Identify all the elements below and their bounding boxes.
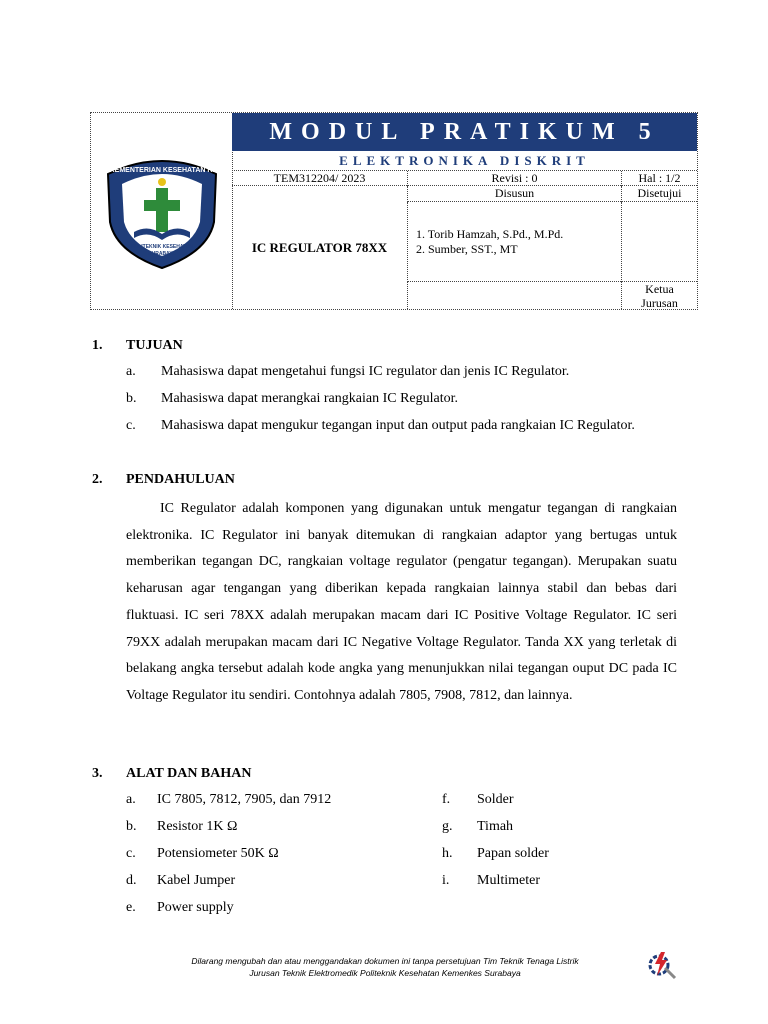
approval-signature-area [621,202,697,282]
item-text: Mahasiswa dapat mengukur tegangan input dan output pada rangkaian IC Regulator. [161,418,635,433]
item-letter: a. [126,792,136,807]
list-item [408,846,688,873]
item-text: Solder [477,792,514,807]
list-item [92,364,692,391]
item-letter: c. [126,418,136,433]
item-text: Timah [477,819,514,834]
item-letter: b. [126,819,137,834]
module-subtitle: ELEKTRONIKA DISKRIT [232,151,697,171]
logo-top-text: KEMENTERIAN KESEHATAN RI [109,167,214,174]
item-letter: i. [442,873,450,888]
list-item [92,846,412,873]
item-text: Potensiometer 50K Ω [157,846,279,861]
page-number: Hal : 1/2 [621,171,697,186]
item-letter: f. [442,792,451,807]
section-alat-bahan [92,766,692,932]
item-letter: g. [442,819,453,834]
section-number: 3. [92,766,103,781]
logo-bottom-text-2: SURABAYA [147,251,176,257]
section-number: 1. [92,338,103,353]
item-text: Kabel Jumper [157,873,236,888]
approver-line-2: Jurusan [641,295,678,310]
footer-disclaimer [150,955,620,979]
item-letter: a. [126,364,136,379]
item-text: Power supply [157,900,234,915]
equipment-list [92,792,692,932]
section-title: TUJUAN [126,338,183,353]
author-2: 2. Sumber, SST., MT [416,241,518,256]
author-1: 1. Torib Hamzah, S.Pd., M.Pd. [416,226,564,241]
footer-line-1: Dilarang mengubah dan atau menggandakan dokumen ini tanpa persetujuan Tim Teknik Tenaga Listrik [191,956,579,966]
footer-line-2: Jurusan Teknik Elektromedik Politeknik Kesehatan Kemenkes Surabaya [249,968,521,978]
item-text: Mahasiswa dapat merangkai rangkaian IC Regulator. [161,391,459,406]
revision-number: Revisi : 0 [407,171,621,186]
list-item [92,418,692,445]
item-letter: c. [126,846,136,861]
section-heading [92,338,692,358]
ministry-logo [100,152,224,270]
document-header [90,112,698,310]
item-letter: h. [442,846,453,861]
section-tujuan [92,338,692,445]
item-text: Resistor 1K Ω [157,819,238,834]
document-code: TEM312204/ 2023 [232,171,407,186]
approved-label: Disetujui [621,186,697,202]
section-heading [92,766,692,786]
module-title: MODUL PRATIKUM 5 [232,113,697,151]
list-item [92,819,412,846]
item-letter: e. [126,900,136,915]
section-title: ALAT DAN BAHAN [126,766,252,781]
list-item [92,900,412,927]
section-pendahuluan [92,472,692,710]
approver-role [621,282,697,309]
intro-paragraph: IC Regulator adalah komponen yang digunakan untuk mengatur tegangan di rangkaian elektronika. IC Regulator ini banyak ditemukan di rangkaian adaptor yang bertugas untuk memberikan tegangan DC, rangkaian voltage regulator (pengatur tegangan). Merupakan suatu keharusan agar tengangan yang diberikan kepada rangkaian lainnya stabil dan bebas dari fluktuasi. IC seri 78XX adalah merupakan macam dari IC Positive Voltage Regulator. IC seri 79XX adalah merupakan macam dari IC Negative Voltage Regulator. Tanda XX yang terletak di belakang angka tersebut adalah kode angka yang menunjukkan nilai tegangan ouput DC pada IC Voltage Regulator itu sendiri. Contohnya adalah 7805, 7908, 7812, dan lainnya. [126,501,677,703]
section-heading [92,472,692,492]
list-item [408,819,688,846]
item-text: Mahasiswa dapat mengetahui fungsi IC regulator dan jenis IC Regulator. [161,364,570,379]
list-item [92,391,692,418]
list-item [408,792,688,819]
prepared-signature-area [407,282,621,309]
logo-cell [91,113,233,309]
department-logo-icon [645,948,677,980]
section-title: PENDAHULUAN [126,472,235,487]
item-letter: d. [126,873,137,888]
item-text: Multimeter [477,873,540,888]
section-number: 2. [92,472,103,487]
authors-list [407,202,621,282]
item-text: IC 7805, 7812, 7905, dan 7912 [157,792,332,807]
list-item [408,873,688,900]
item-letter: b. [126,391,137,406]
logo-bottom-text-1: POLITEKNIK KESEHATAN [130,244,193,250]
subject-title: IC REGULATOR 78XX [251,239,388,255]
approver-line-1: Ketua [645,281,674,296]
prepared-label: Disusun [407,186,621,202]
item-text: Papan solder [477,846,549,861]
list-item [92,873,412,900]
list-item [92,792,412,819]
